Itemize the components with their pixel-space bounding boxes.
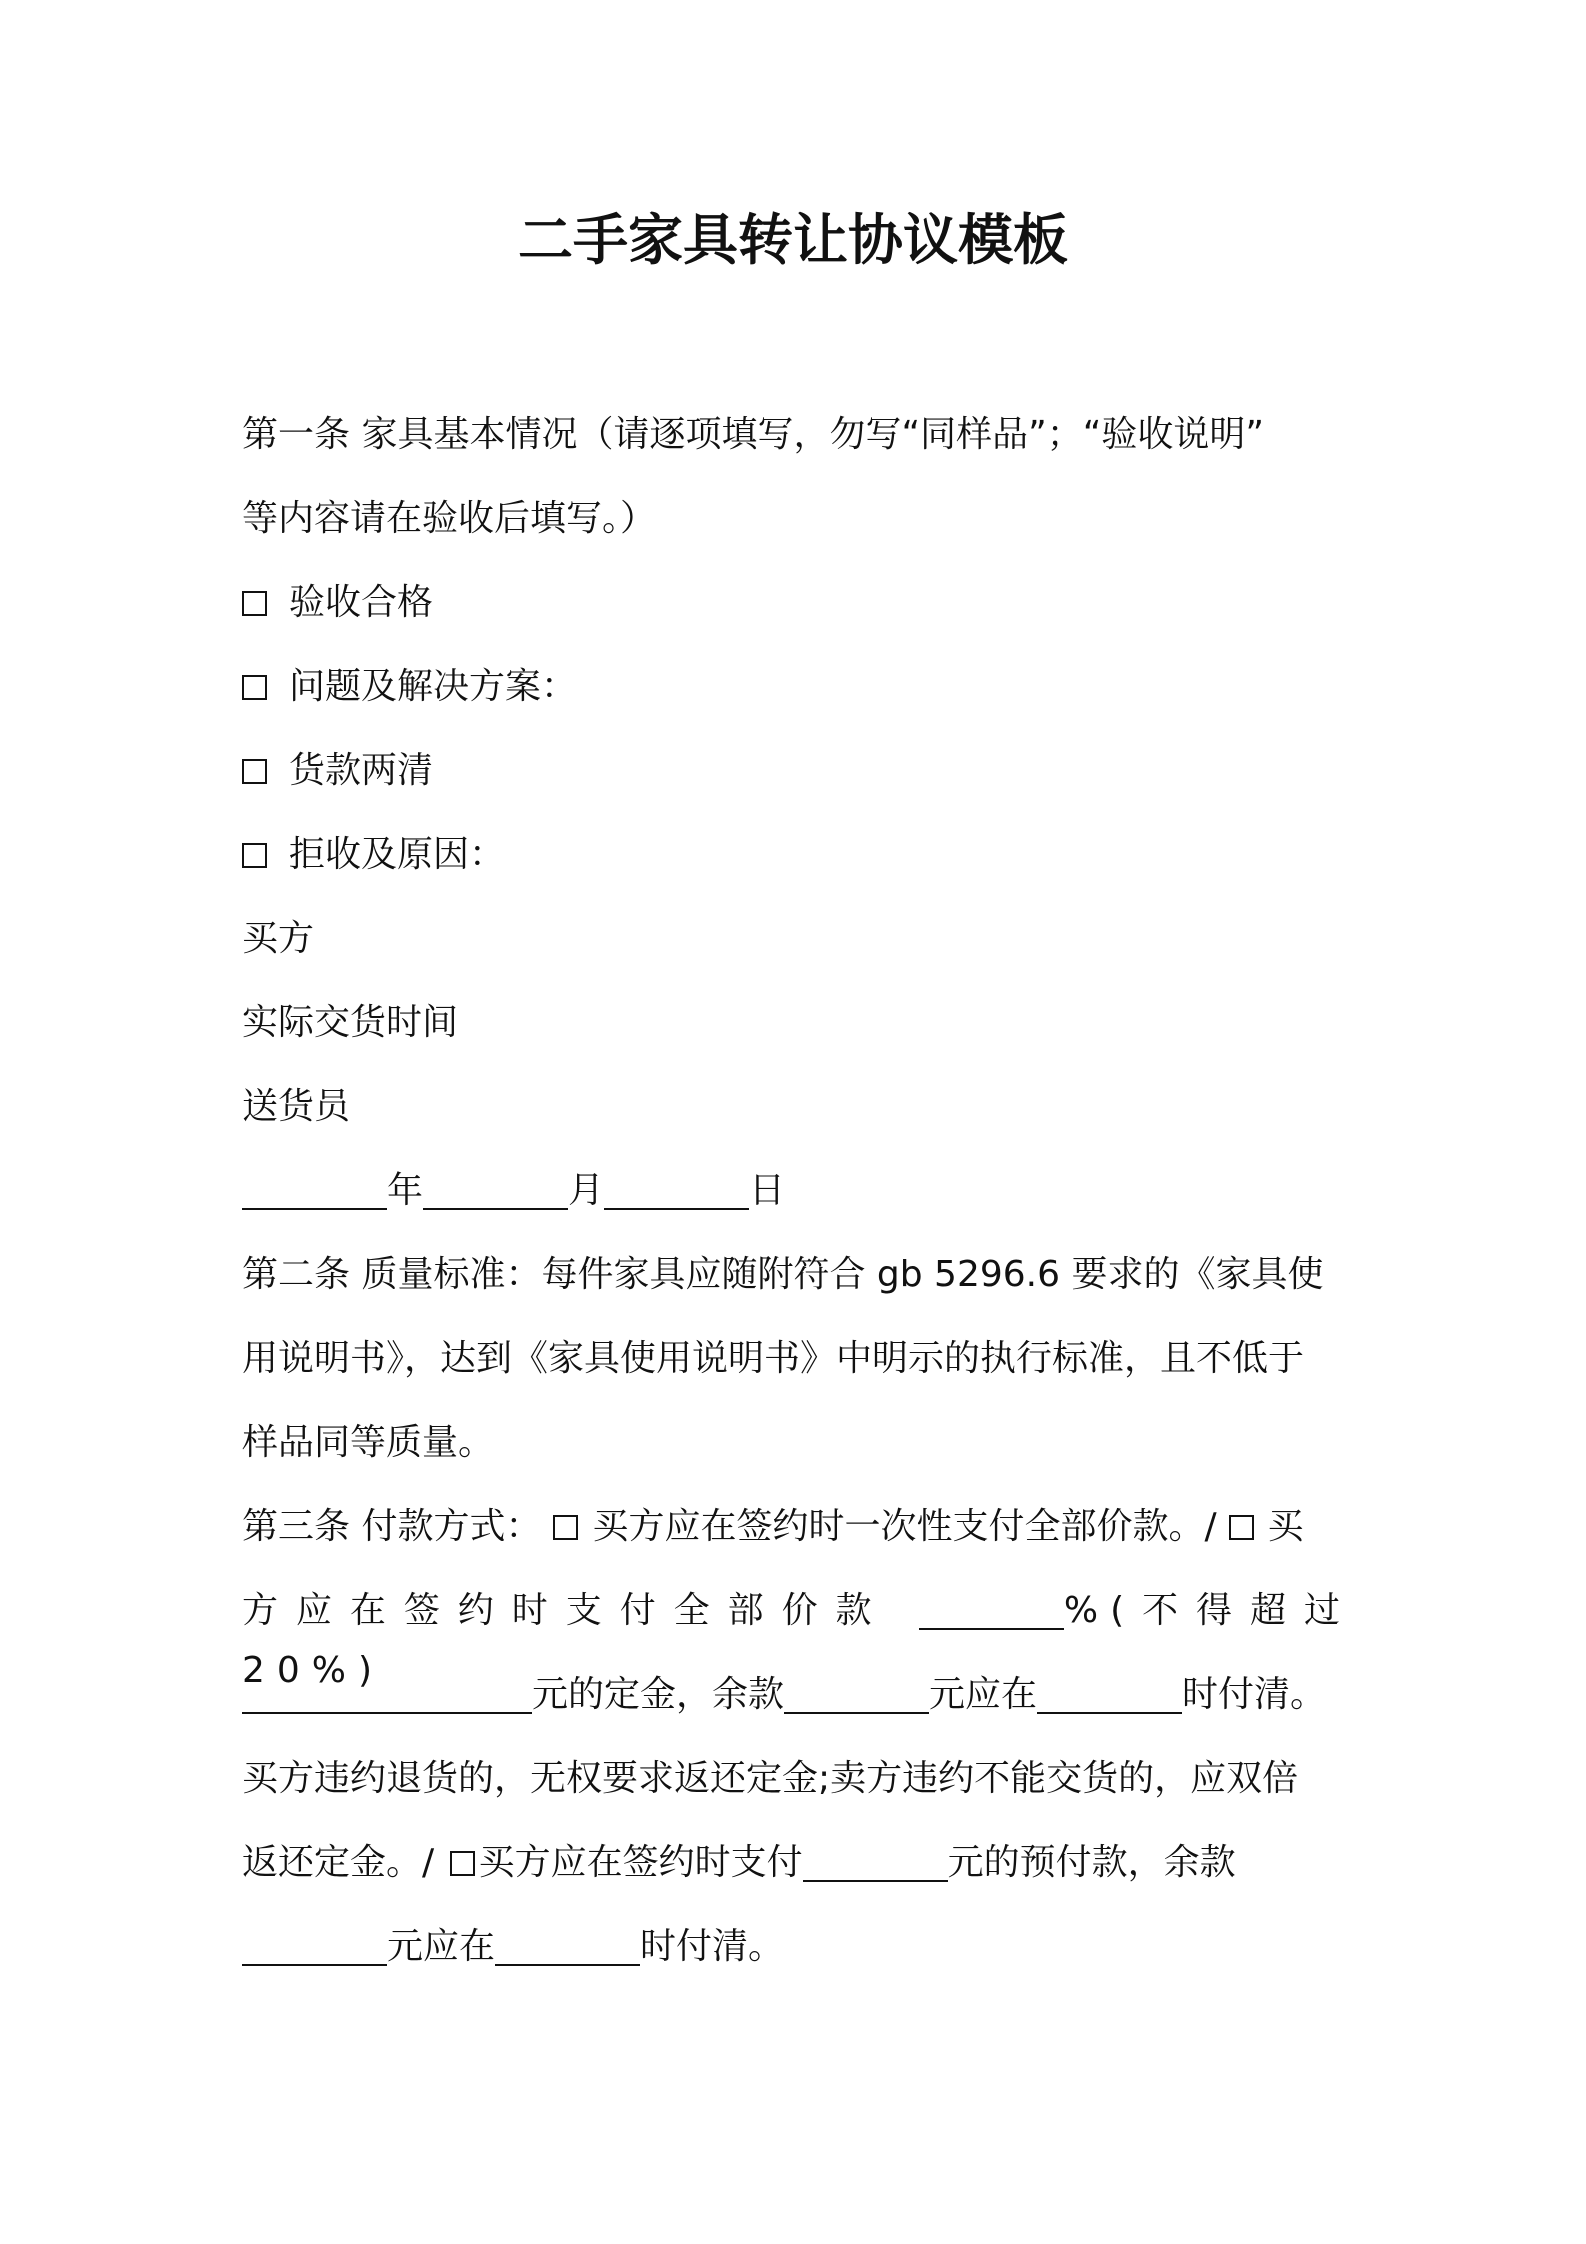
year-label: 年 [387, 1170, 424, 1211]
deposit-amount-blank[interactable] [242, 1672, 532, 1714]
option-paid-label: 货款两清 [289, 750, 434, 791]
date-line [242, 1161, 1352, 1245]
option-rejected [242, 825, 1352, 909]
month-label: 月 [568, 1170, 605, 1211]
checkbox-accepted[interactable] [242, 591, 267, 616]
article3-line5 [242, 1833, 1352, 1917]
prepayment-rest-text: 元的预付款，余款 [947, 1842, 1236, 1883]
remaining-amount-blank[interactable] [242, 1924, 387, 1966]
balance-due-text: 时付清。 [1182, 1674, 1327, 1715]
article2-line3: 样品同等质量。 [242, 1422, 495, 1463]
article3-line3 [242, 1665, 1352, 1749]
checkbox-deposit[interactable] [1229, 1515, 1254, 1540]
article3-line6 [242, 1917, 1352, 2001]
balance-text: 元应在 [929, 1674, 1038, 1715]
article2-line1: 第二条 质量标准：每件家具应随附符合 gb 5296.6 要求的《家具使 [242, 1254, 1324, 1295]
deposit-amount-text: 元的定金，余款 [532, 1674, 785, 1715]
delivery-time-field: 实际交货时间 [242, 1002, 459, 1043]
balance-amount-blank[interactable] [784, 1672, 929, 1714]
article2-line2: 用说明书》，达到《家具使用说明书》中明示的执行标准，且不低于 [242, 1338, 1305, 1379]
checkbox-prepayment[interactable] [450, 1851, 475, 1876]
deposit-limit-text: %(不得超过 20%) [242, 1590, 1352, 1691]
checkbox-paid[interactable] [242, 759, 267, 784]
remaining-due-text: 时付清。 [640, 1926, 785, 1967]
day-label: 日 [749, 1170, 786, 1211]
option-accepted-label: 验收合格 [289, 582, 434, 623]
buyer-field: 买方 [242, 918, 315, 959]
article3-line1 [242, 1497, 1352, 1581]
article3-heading: 第三条 付款方式： [242, 1506, 542, 1547]
year-blank[interactable] [242, 1168, 387, 1210]
prepayment-amount-blank[interactable] [803, 1840, 948, 1882]
document-title: 二手家具转让协议模板 [517, 208, 1068, 272]
option-rejected-label: 拒收及原因： [289, 834, 506, 875]
article3-line2 [242, 1581, 1352, 1691]
month-blank[interactable] [423, 1168, 568, 1210]
article1-line1: 第一条 家具基本情况（请逐项填写，勿写“同样品”；“验收说明” [242, 414, 1265, 455]
checkbox-rejected[interactable] [242, 843, 267, 868]
deposit-text-start: 买 [1267, 1506, 1304, 1547]
option-paid [242, 741, 1352, 825]
prepayment-text: 买方应在签约时支付 [478, 1842, 803, 1883]
remaining-time-blank[interactable] [495, 1924, 640, 1966]
article3-line4: 买方违约退货的，无权要求返还定金;卖方违约不能交货的，应双倍 [242, 1758, 1299, 1799]
checkbox-issues[interactable] [242, 675, 267, 700]
balance-time-blank[interactable] [1037, 1672, 1182, 1714]
deposit-percent-blank[interactable] [919, 1588, 1064, 1630]
option-issues-label: 问题及解决方案： [289, 666, 578, 707]
checkbox-full-payment[interactable] [553, 1515, 578, 1540]
day-blank[interactable] [604, 1168, 749, 1210]
deposit-text: 方应在签约时支付全部价款 [242, 1590, 890, 1631]
option-accepted [242, 573, 1352, 657]
remaining-text: 元应在 [387, 1926, 496, 1967]
refund-text: 返还定金。/ [242, 1842, 446, 1883]
delivery-person-field: 送货员 [242, 1086, 351, 1127]
document-body [242, 405, 1352, 2001]
full-payment-text: 买方应在签约时一次性支付全部价款。/ [592, 1506, 1217, 1547]
article1-line2: 等内容请在验收后填写。） [242, 498, 657, 539]
option-issues [242, 657, 1352, 741]
